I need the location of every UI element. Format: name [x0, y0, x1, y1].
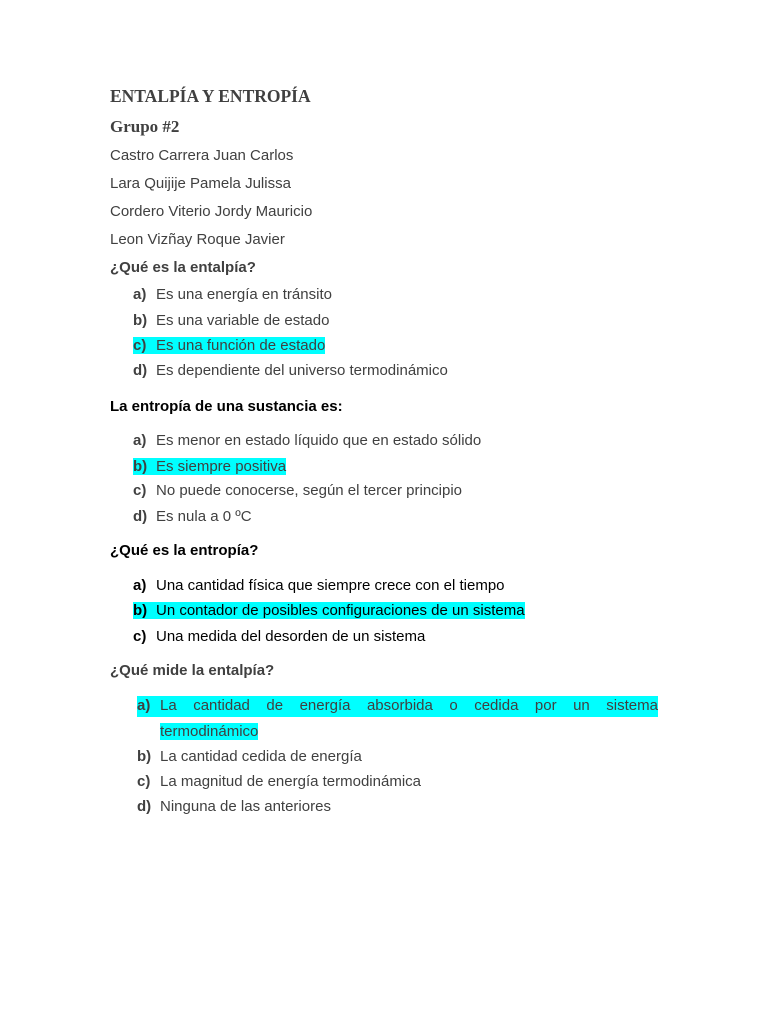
question-2-option-c: [133, 482, 462, 499]
option-letter: c): [137, 773, 151, 790]
option-text: Es una energía en tránsito: [156, 286, 332, 303]
option-letter: a): [133, 432, 147, 449]
question-3-option-a: [133, 577, 505, 594]
question-3: ¿Qué es la entropía?: [110, 542, 259, 559]
question-2: La entropía de una sustancia es:: [110, 398, 343, 415]
option-letter: b): [137, 748, 152, 765]
question-3-option-c: [133, 628, 425, 645]
question-4-option-d: [137, 798, 331, 815]
member-name: Leon Vizñay Roque Javier: [110, 231, 285, 248]
member-name: Cordero Viterio Jordy Mauricio: [110, 203, 313, 220]
option-letter: c): [133, 482, 147, 499]
option-text: Es menor en estado líquido que en estado sólido: [156, 432, 482, 449]
option-text: Una medida del desorden de un sistema: [156, 628, 426, 645]
question-4: ¿Qué mide la entalpía?: [110, 662, 275, 679]
option-word: un: [573, 697, 590, 714]
option-text: Es nula a 0 ºC: [156, 508, 252, 525]
option-text: Es una función de estado: [156, 337, 326, 354]
option-text: Ninguna de las anteriores: [160, 798, 331, 815]
option-letter: d): [133, 508, 148, 525]
question-1-option-a: [133, 286, 332, 303]
option-word: o: [449, 697, 458, 714]
question-1: ¿Qué es la entalpía?: [110, 259, 256, 276]
question-4-option-b: [137, 748, 362, 765]
option-text: La cantidad cedida de energía: [160, 748, 362, 765]
question-3-option-b-highlighted: [133, 602, 525, 619]
option-letter: d): [137, 798, 152, 815]
question-2-option-b-highlighted: [133, 458, 286, 475]
option-word: sistema: [606, 697, 658, 714]
question-1-option-b: [133, 312, 329, 329]
option-word: absorbida: [366, 697, 433, 714]
option-letter: a): [133, 577, 147, 594]
option-text: Es una variable de estado: [156, 312, 330, 329]
question-4-option-a-line2: termodinámico: [160, 723, 259, 740]
option-text: Un contador de posibles configuraciones de un sistema: [156, 602, 525, 619]
group-heading: Grupo #2: [110, 117, 180, 136]
question-2-option-a: [133, 432, 481, 449]
option-text: No puede conocerse, según el tercer principio: [156, 482, 463, 499]
question-4-option-c: [137, 773, 421, 790]
option-text: Es dependiente del universo termodinámico: [156, 362, 448, 379]
option-letter: c): [133, 628, 147, 645]
option-word: de: [266, 697, 284, 714]
question-1-option-c-highlighted: [133, 337, 325, 354]
option-letter: d): [133, 362, 148, 379]
option-text: Es siempre positiva: [156, 458, 287, 475]
option-letter: b): [133, 602, 148, 619]
option-word: energía: [299, 697, 351, 714]
option-text: La magnitud de energía termodinámica: [160, 773, 421, 790]
option-word: cantidad: [193, 697, 250, 714]
member-name: Castro Carrera Juan Carlos: [110, 147, 294, 164]
option-word: por: [534, 697, 557, 714]
option-letter: a): [137, 697, 151, 714]
option-word: cedida: [474, 697, 519, 714]
option-word: La: [160, 697, 177, 714]
option-text: Una cantidad física que siempre crece con el tiempo: [156, 577, 505, 594]
option-letter: b): [133, 312, 148, 329]
option-letter: c): [133, 337, 147, 354]
question-1-option-d: [133, 362, 448, 379]
option-letter: b): [133, 458, 148, 475]
document-title: ENTALPÍA Y ENTROPÍA: [110, 86, 311, 106]
question-4-option-a-line1: [160, 697, 658, 714]
option-letter: a): [133, 286, 147, 303]
question-2-option-d: [133, 508, 252, 525]
member-name: Lara Quijije Pamela Julissa: [110, 175, 291, 192]
